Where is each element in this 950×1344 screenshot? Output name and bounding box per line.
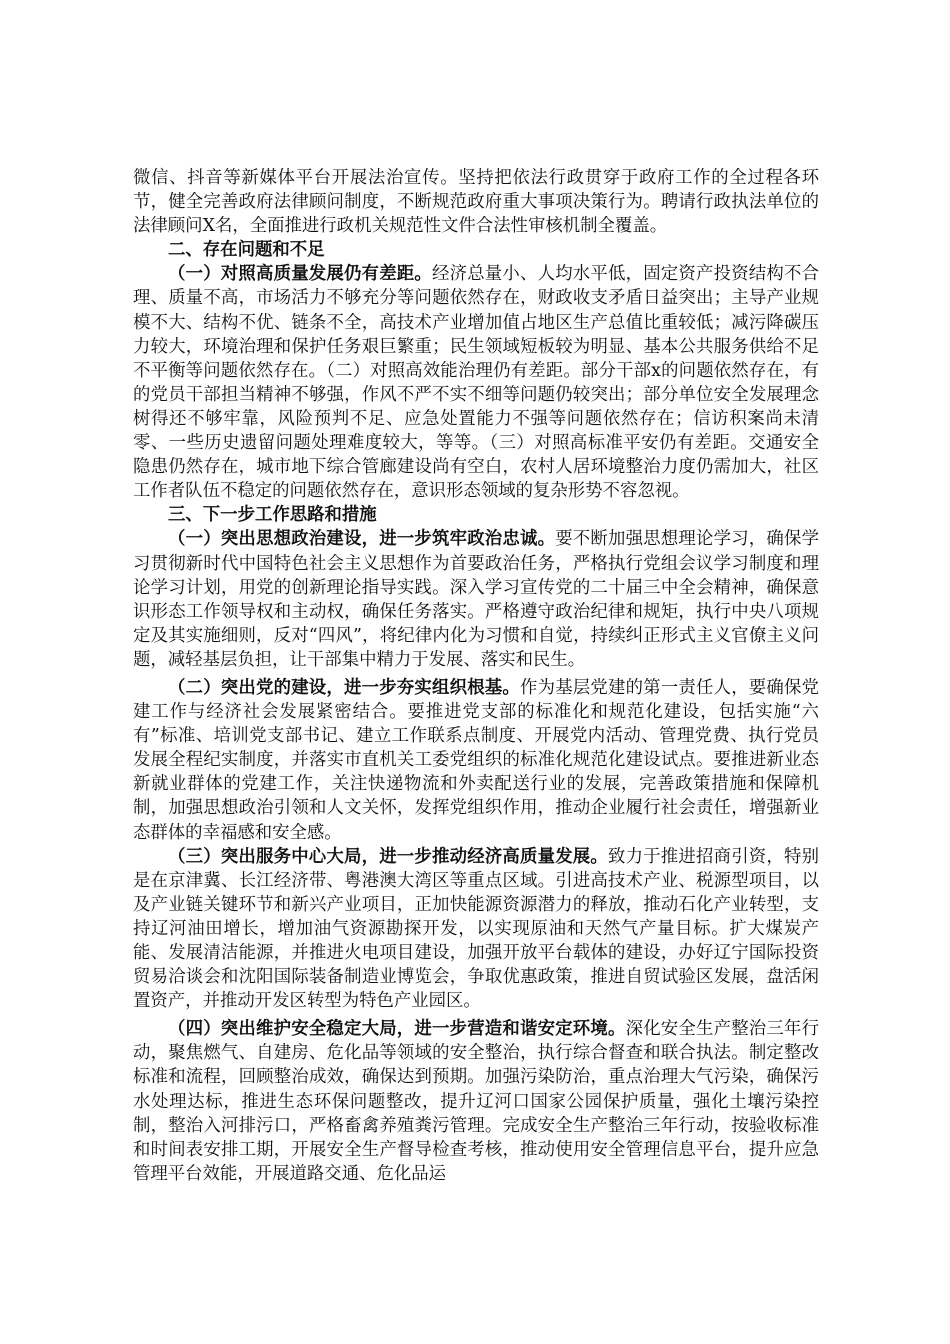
measure-lead-1: （一）突出思想政治建设，进一步筑牢政治忠诚。 [168, 529, 556, 550]
measure-text-4: 深化安全生产整治三年行动，聚焦燃气、自建房、危化品等领域的安全整治，执行综合督查和联合执法。制定整改标准和流程，回顾整治成效，确保达到预期。加强污染防治，重点治理大气污染，确保污水处理达标，推进生态环保问题整改，提升辽河口国家公园保护质量，强化土壤污染控制，整治入河排污口，严格畜禽养殖粪污管理。完成安全生产整治三年行动，按验收标准和时间表安排工期，开展安全生产督导检查考核，推动使用安全管理信息平台，提升应急管理平台效能，开展道路交通、危化品运 [133, 1019, 819, 1184]
section-heading-measures: 三、下一步工作思路和措施 [168, 505, 377, 526]
measure-text-2: 作为基层党建的第一责任人，要确保党建工作与经济社会发展紧密结合。要推进党支部的标准化和规范化建设，包括实施“六有”标准、培训党支部书记、建立工作联系点制度、开展党内活动、管理党费、执行党员发展全程纪实制度，并落实市直机关工委党组织的标准化规范化建设试点。要推进新业态新就业群体的党建工作，关注快递物流和外卖配送行业的发展，完善政策措施和保障机制，加强思想政治引领和人文关怀，发挥党组织作用，推动企业履行社会责任，增强新业态群体的幸福感和安全感。 [133, 677, 819, 843]
measure-lead-4: （四）突出维护安全稳定大局，进一步营造和谐安定环境。 [168, 1019, 626, 1040]
problems-paragraph [133, 262, 819, 503]
measure-lead-2: （二）突出党的建设，进一步夯实组织根基。 [168, 677, 520, 698]
problems-text: 经济总量小、人均水平低，固定资产投资结构不合理、质量不高，市场活力不够充分等问题依然存在，财政收支矛盾日益突出；主导产业规模不大、结构不优、链条不全，高技术产业增加值占地区生产总值比重较低；减污降碳压力较大，环境治理和保护任务艰巨繁重；民生领域短板较为明显、基本公共服务供给不足不平衡等问题依然存在。（二）对照高效能治理仍有差距。部分干部x的问题依然存在，有的党员干部担当精神不够强，作风不严不实不细等问题仍较突出；部分单位安全发展理念树得还不够牢靠，风险预判不足、应急处置能力不强等问题依然存在；信访积案尚未清零、一些历史遗留问题处理难度较大，等等。（三）对照高标准平安仍有差距。交通安全隐患仍然存在，城市地下综合管廊建设尚有空白，农村人居环境整治力度仍需加大，社区工作者队伍不稳定的问题依然存在，意识形态领域的复杂形势不容忽视。 [133, 264, 819, 502]
section-heading-problems: 二、存在问题和不足 [168, 240, 325, 261]
measure-paragraph-1 [133, 527, 819, 672]
document-page [133, 166, 819, 1186]
measure-lead-3: （三）突出服务中心大局，进一步推动经济高质量发展。 [168, 846, 608, 867]
measure-paragraph-2 [133, 676, 819, 845]
measure-paragraph-3 [133, 845, 819, 1014]
measure-text-1: 要不断加强思想理论学习，确保学习贯彻新时代中国特色社会主义思想作为首要政治任务，严格执行党组会议学习制度和理论学习计划，用党的创新理论指导实践。深入学习宣传党的二十届三中全会精神，确保意识形态工作领导权和主动权，确保任务落实。严格遵守政治纪律和规矩，执行中央八项规定及其实施细则，反对“四风”，将纪律内化为习惯和自觉，持续纠正形式主义官僚主义问题，减轻基层负担，让干部集中精力于发展、落实和民生。 [133, 529, 819, 670]
measure-text-3: 致力于推进招商引资，特别是在京津冀、长江经济带、粤港澳大湾区等重点区域。引进高技术产业、税源型项目，以及产业链关键环节和新兴产业项目，正加快能源资源潜力的释放，推动石化产业转型，支持辽河油田增长，增加油气资源勘探开发，以实现原油和天然气产量目标。扩大煤炭产能、发展清洁能源，并推进火电项目建设，加强开放平台载体的建设，办好辽宁国际投资贸易洽谈会和沈阳国际装备制造业博览会，争取优惠政策，推进自贸试验区发展，盘活闲置资产，并推动开发区转型为特色产业园区。 [133, 846, 819, 1012]
problems-lead: （一）对照高质量发展仍有差距。 [168, 264, 432, 285]
intro-paragraph: 微信、抖音等新媒体平台开展法治宣传。坚持把依法行政贯穿于政府工作的全过程各环节，健全完善政府法律顾问制度，不断规范政府重大事项决策行为。聘请行政执法单位的法律顾问X名，全面推进行政机关规范性文件合法性审核机制全覆盖。 [133, 168, 819, 237]
measure-paragraph-4 [133, 1017, 819, 1186]
